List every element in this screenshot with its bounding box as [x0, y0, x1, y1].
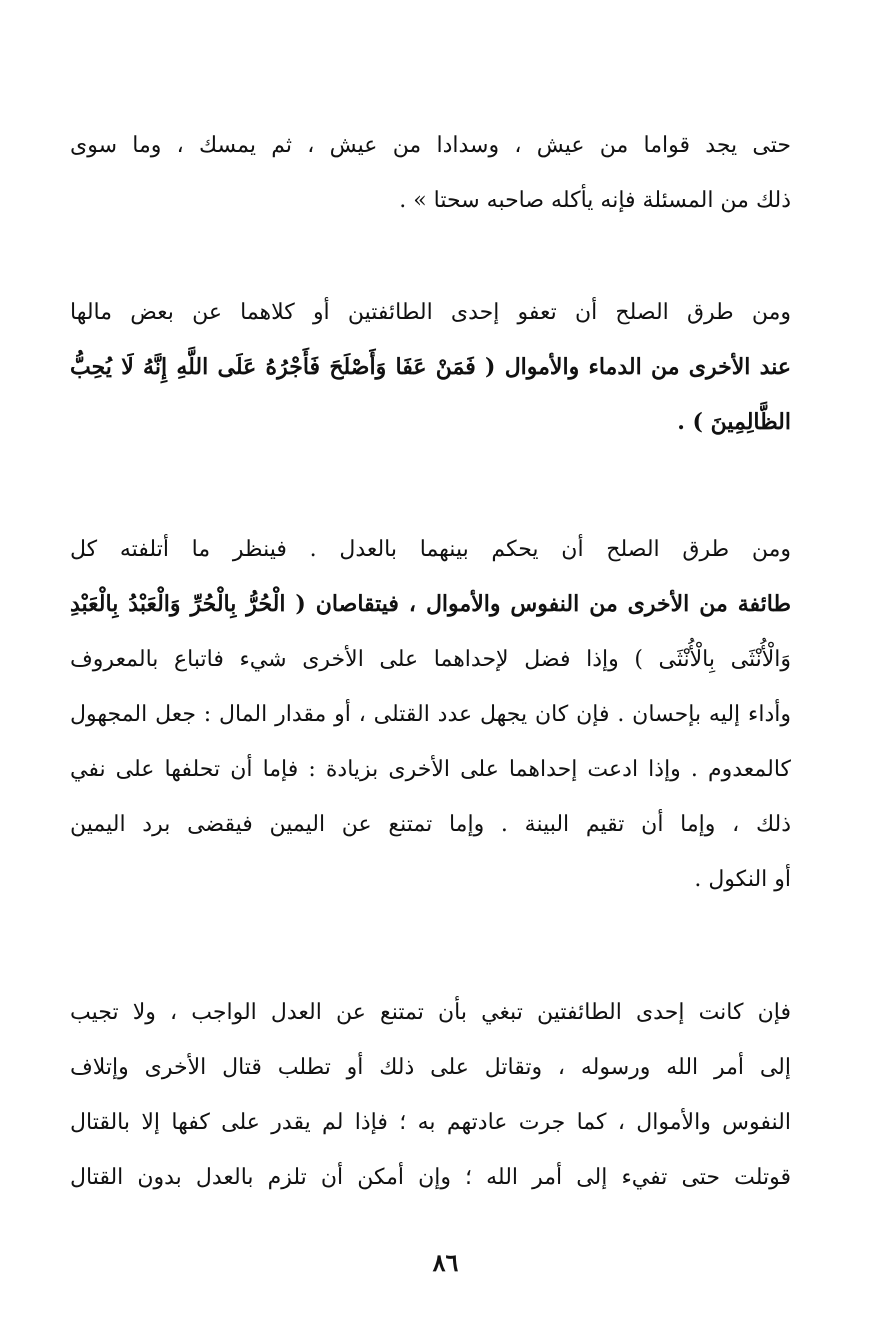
paragraph-1 — [70, 118, 791, 228]
text-line: ذلك ، وإما أن تقيم البينة . وإما تمتنع عن اليمين فيقضى برد اليمين — [70, 812, 791, 837]
text-line: ومن طرق الصلح أن يحكم بينهما بالعدل . فينظر ما أتلفته كل — [70, 537, 791, 562]
text-line: النفوس والأموال ، كما جرت عادتهم به ؛ فإذا لم يقدر على كفها إلا بالقتال — [70, 1110, 791, 1135]
text-line: ومن طرق الصلح أن تعفو إحدى الطائفتين أو كلاهما عن بعض مالها — [70, 300, 791, 325]
text-line-with-quran-verse: وَالْأُنْثَى بِالْأُنْثَى ) وإذا فضل لإحداهما على الأخرى شيء فاتباع بالمعروف — [70, 647, 791, 672]
text-line: كالمعدوم . وإذا ادعت إحداهما على الأخرى بزيادة : فإما أن تحلفها على نفي — [70, 757, 791, 782]
text-line: أو النكول . — [694, 867, 791, 892]
text-line: فإن كانت إحدى الطائفتين تبغي بأن تمتنع عن العدل الواجب ، ولا تجيب — [70, 1000, 791, 1025]
text-line-with-quran-verse: عند الأخرى من الدماء والأموال ( فَمَنْ عَفَا وَأَصْلَحَ فَأَجْرُهُ عَلَى اللَّهِ إِنَّهُ لَا يُحِبُّ — [70, 354, 791, 380]
paragraph-3 — [70, 522, 791, 907]
text-line-with-quran-verse: طائفة من الأخرى من النفوس والأموال ، فيتقاصان ( الْحُرُّ بِالْحُرِّ وَالْعَبْدُ بِالْعَبْدِ — [70, 591, 791, 617]
text-line: إلى أمر الله ورسوله ، وتقاتل على ذلك أو تطلب قتال الأخرى وإتلاف — [70, 1055, 791, 1080]
text-line: حتى يجد قواما من عيش ، وسدادا من عيش ، ثم يمسك ، وما سوى — [70, 133, 791, 158]
text-line: وأداء إليه بإحسان . فإن كان يجهل عدد القتلى ، أو مقدار المال : جعل المجهول — [70, 702, 791, 727]
page-number: ٨٦ — [432, 1248, 459, 1277]
paragraph-4 — [70, 985, 791, 1205]
text-line: ذلك من المسئلة فإنه يأكله صاحبه سحتا » . — [399, 188, 791, 213]
text-line: قوتلت حتى تفيء إلى أمر الله ؛ وإن أمكن أن تلزم بالعدل بدون القتال — [70, 1165, 791, 1190]
text-line-with-quran-verse: الظَّالِمِينَ ) . — [677, 409, 791, 435]
paragraph-2 — [70, 285, 791, 450]
